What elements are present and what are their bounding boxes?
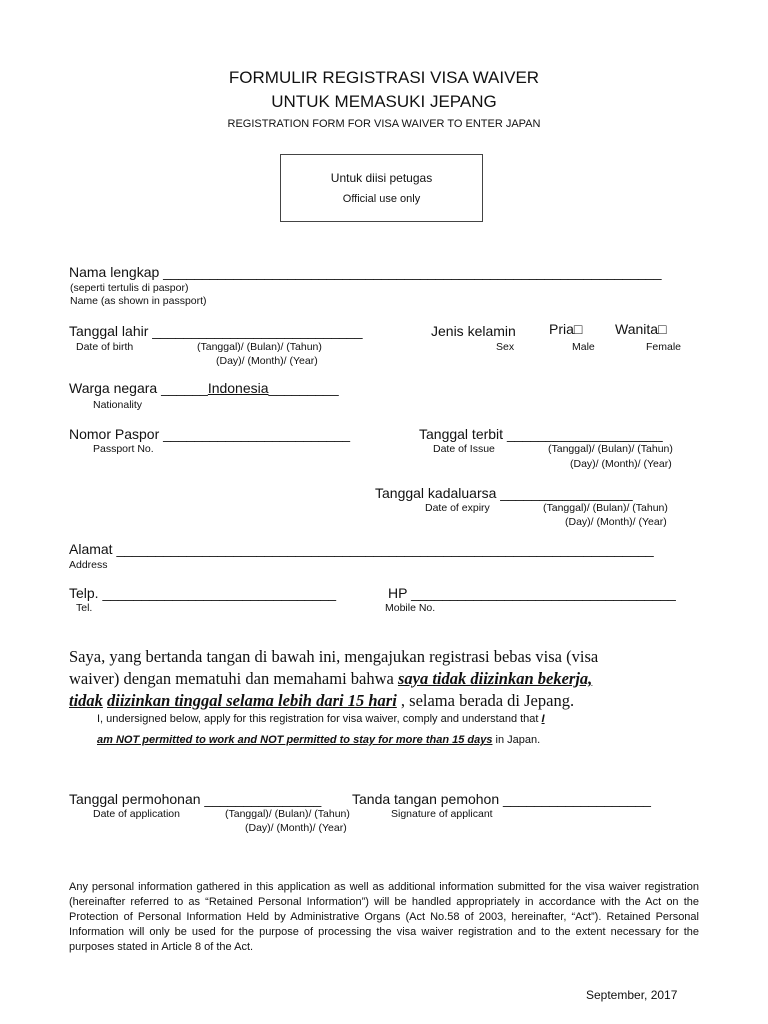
application-date-format-id: (Tanggal)/ (Bulan)/ (Tahun) [225, 808, 350, 820]
dob-field[interactable]: Tanggal lahir ___________________________ [69, 323, 363, 339]
declaration-en-line1-text: I, undersigned below, apply for this registration for visa waiver, comply and understand that [97, 713, 542, 725]
declaration-id-emphasis-stay: diizinkan tinggal selama lebih dari 15 hari [107, 691, 397, 710]
date-of-issue-label-en: Date of Issue [433, 443, 495, 455]
declaration-en-line2 [97, 733, 540, 747]
telp-label-en: Tel. [76, 602, 93, 614]
sex-male-en: Male [572, 341, 595, 353]
date-of-issue-field[interactable]: Tanggal terbit ____________________ [419, 426, 663, 442]
declaration-id-line2-text: waiver) dengan mematuhi dan memahami bahwa [69, 669, 398, 688]
nationality-label: Warga negara ______ [69, 380, 208, 396]
declaration-en-emphasis-i: I [541, 713, 545, 725]
footer-date: September, 2017 [586, 988, 678, 1002]
hp-field[interactable]: HP __________________________________ [388, 585, 676, 601]
full-name-field[interactable]: Nama lengkap ________________________________________________________________ [69, 264, 662, 280]
declaration-id-emphasis-tidak: tidak [69, 691, 103, 710]
dob-format-en: (Day)/ (Month)/ (Year) [216, 355, 318, 367]
declaration-en-emphasis: am NOT permitted to work and NOT permitted to stay for more than 15 days [97, 734, 493, 746]
signature-label-en: Signature of applicant [391, 808, 493, 820]
declaration-en-line1 [97, 712, 545, 726]
official-use-label-id: Untuk diisi petugas [330, 171, 433, 185]
application-date-format-en: (Day)/ (Month)/ (Year) [245, 822, 347, 834]
application-date-field[interactable]: Tanggal permohonan _______________ [69, 791, 322, 807]
sex-female-checkbox[interactable]: Wanita□ [615, 321, 667, 337]
official-use-label-en: Official use only [342, 193, 421, 205]
date-of-expiry-field[interactable]: Tanggal kadaluarsa _________________ [375, 485, 633, 501]
nationality-field[interactable] [69, 379, 339, 397]
sex-label: Jenis kelamin [431, 323, 516, 339]
declaration-id-line2 [69, 668, 592, 690]
sex-male-checkbox[interactable]: Pria□ [549, 321, 583, 337]
date-of-issue-format-id: (Tanggal)/ (Bulan)/ (Tahun) [548, 443, 673, 455]
form-title-line2: UNTUK MEMASUKI JEPANG [271, 92, 497, 111]
date-of-expiry-format-en: (Day)/ (Month)/ (Year) [565, 516, 667, 528]
hp-label-en: Mobile No. [385, 602, 436, 614]
sex-female-en: Female [646, 341, 682, 353]
date-of-expiry-label-en: Date of expiry [425, 502, 490, 514]
signature-field[interactable]: Tanda tangan pemohon ___________________ [352, 791, 651, 807]
telp-field[interactable]: Telp. ______________________________ [69, 585, 337, 601]
address-label-en: Address [69, 559, 108, 571]
declaration-id-emphasis-work: saya tidak diizinkan bekerja, [397, 669, 593, 688]
application-date-label-en: Date of application [93, 808, 180, 820]
date-of-expiry-format-id: (Tanggal)/ (Bulan)/ (Tahun) [543, 502, 668, 514]
sex-label-en: Sex [496, 341, 515, 353]
nationality-label-en: Nationality [93, 399, 143, 411]
date-of-issue-format-en: (Day)/ (Month)/ (Year) [570, 458, 672, 470]
privacy-notice: Any personal information gathered in this application as well as additional information submitted for the visa waiver registration (hereinafter referred to as “Retained Personal Information”) will be handled appropriately in accordance with the Act on the Protection of Personal Information Held by Administrative Organs (Act No.58 of 2003, hereinafter, “Act”). Retained Personal Information will only be used for the purpose of processing the visa waiver registration and to the extent necessary for the purposes stated in Article 8 of the Act. [69, 881, 699, 953]
passport-no-label-en: Passport No. [93, 443, 154, 455]
dob-format-id: (Tanggal)/ (Bulan)/ (Tahun) [197, 341, 322, 353]
full-name-note-en: Name (as shown in passport) [70, 295, 207, 307]
form-subtitle-en: REGISTRATION FORM FOR VISA WAIVER TO ENTER JAPAN [227, 118, 541, 130]
declaration-id-line3-text: , selama berada di Jepang. [396, 691, 575, 710]
declaration-id-line1: Saya, yang bertanda tangan di bawah ini, mengajukan registrasi bebas visa (visa [69, 647, 599, 666]
nationality-trail: _________ [268, 380, 339, 396]
nationality-value: Indonesia [207, 380, 269, 396]
dob-label-en: Date of birth [76, 341, 134, 353]
form-title-line1: FORMULIR REGISTRASI VISA WAIVER [228, 68, 540, 87]
declaration-id-line3 [69, 690, 574, 712]
declaration-en-line2-text: in Japan. [492, 734, 541, 746]
address-field[interactable]: Alamat _____________________________________________________________________ [69, 541, 654, 557]
official-use-box [280, 154, 483, 222]
passport-no-field[interactable]: Nomor Paspor ________________________ [69, 426, 351, 442]
full-name-note-id: (seperti tertulis di paspor) [70, 282, 189, 294]
